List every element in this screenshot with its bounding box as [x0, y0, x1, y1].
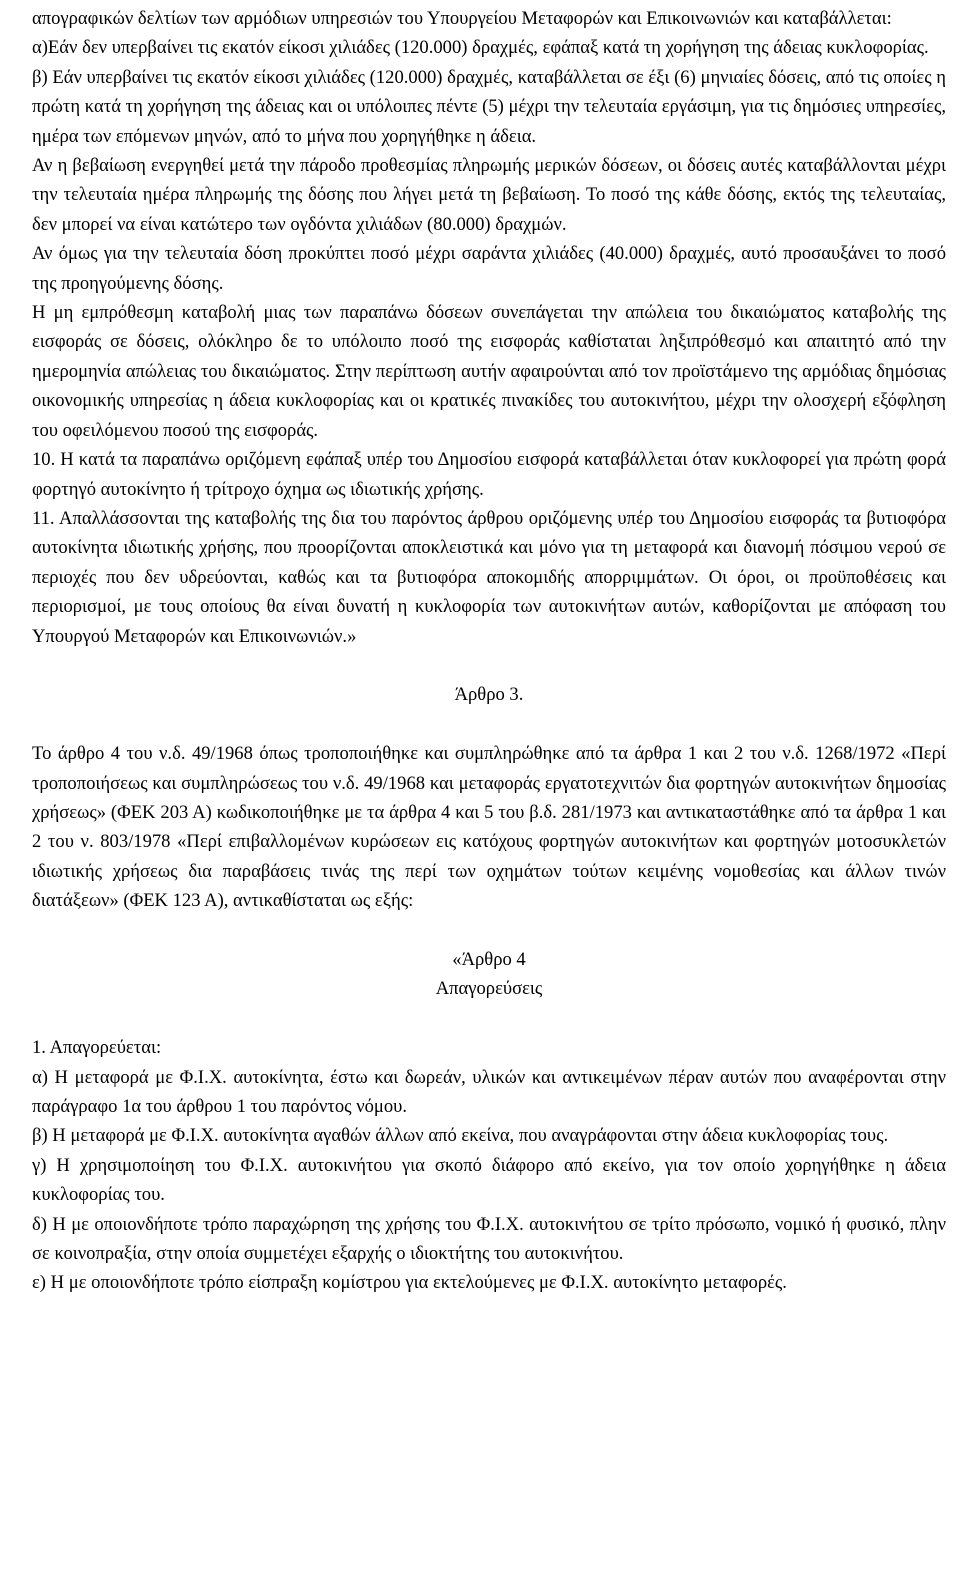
prohibited-intro: 1. Απαγορεύεται: [32, 1037, 162, 1059]
spacer [32, 710, 946, 739]
spacer [32, 1004, 946, 1033]
prohibited-item-c: γ) Η χρησιμοποίηση του Φ.Ι.Χ. αυτοκινήτου για σκοπό διάφορο από εκείνο, για τον οποίο χορηγήθηκε η άδεια κυκλοφορίας του. [32, 1154, 946, 1206]
last-installment-paragraph: Αν όμως για την τελευταία δόση προκύπτει ποσό μέχρι σαράντα χιλιάδες (40.000) δραχμές, αυτό προσαυξάνει το ποσό της προηγούμενης δόσης. [32, 243, 946, 294]
certification-paragraph: Αν η βεβαίωση ενεργηθεί μετά την πάροδο προθεσμίας πληρωμής μερικών δόσεων, οι δόσεις αυτές καταβάλλονται μέχρι την τελευταία ημέρα πληρωμής της δόσης που λήγει μετά τη βεβαίωση. Το ποσό της κάθε δόσης, εκτός της τελευταίας, δεν μπορεί να είναι κατώτερο των ογδόντα χιλιάδων (80.000) δραχμών. [32, 155, 946, 235]
article-3-body: Το άρθρο 4 του ν.δ. 49/1968 όπως τροποποιήθηκε και συμπληρώθηκε από τα άρθρα 1 και 2 του ν.δ. 1268/1972 «Περί τροποποιήσεως και συμπληρώσεως του ν.δ. 49/1968 και μεταφοράς εργατοτεχνιτών δια φορτηγών αυτοκινήτων δημοσίας χρήσεως» (ΦΕΚ 203 Α) κωδικοποιήθηκε με τα άρθρα 4 και 5 του β.δ. 281/1973 και αντικαταστάθηκε από τα άρθρα 1 και 2 του ν. 803/1978 «Περί επιβαλλομένων κυρώσεων εις κατόχους φορτηγών αυτοκινήτων και φορτηγών μοτοσυκλετών ιδιωτικής χρήσεως δια παραβάσεις τινάς της περί των οχημάτων τούτων κειμένης νομοθεσίας και άλλων τινών διατάξεων» (ΦΕΚ 123 Α), αντικαθίσταται ως εξής: [32, 743, 946, 912]
intro-paragraph: απογραφικών δελτίων των αρμόδιων υπηρεσιών του Υπουργείου Μεταφορών και Επικοινωνιών και καταβάλλεται: [32, 8, 892, 29]
paragraph-10: 10. Η κατά τα παραπάνω οριζόμενη εφάπαξ υπέρ του Δημοσίου εισφορά καταβάλλεται όταν κυκλοφορεί για πρώτη φορά φορτηγό αυτοκίνητο ή τρίτροχο όχημα ως ιδιωτικής χρήσης. [32, 449, 946, 500]
prohibited-item-a: α) Η μεταφορά με Φ.Ι.Χ. αυτοκίνητα, έστω και δωρεάν, υλικών και αντικειμένων πέραν αυτών που αναφέρονται στην παράγραφο 1α του άρθρου 1 του παρόντος νόμου. [32, 1066, 946, 1117]
spacer [32, 651, 946, 680]
article-3-heading: Άρθρο 3. [454, 684, 524, 706]
item-b-paragraph: β) Εάν υπερβαίνει τις εκατόν είκοσι χιλιάδες (120.000) δραχμές, καταβάλλεται σε έξι (6) μηνιαίες δόσεις, από τις οποίες η πρώτη κατά τη χορήγηση της άδειας και οι υπόλοιπες πέντε (5) μέχρι την τελευταία εργάσιμη, για τις δημόσιες υπηρεσίες, ημέρα των επόμενων μηνών, από το μήνα που χορηγήθηκε η άδεια. [32, 66, 946, 147]
prohibited-item-b: β) Η μεταφορά με Φ.Ι.Χ. αυτοκίνητα αγαθών άλλων από εκείνα, που αναγράφονται στην άδεια κυκλοφορίας τους. [32, 1125, 889, 1147]
article-4-subtitle: Απαγορεύσεις [435, 978, 543, 1000]
article-4-heading: «Άρθρο 4 [452, 948, 526, 970]
paragraph-11: 11. Απαλλάσσονται της καταβολής της δια του παρόντος άρθρου οριζόμενης υπέρ του Δημοσίου εισφοράς τα βυτιοφόρα αυτοκίνητα ιδιωτικής χρήσης, που προορίζονται αποκλειστικά και μόνο για τη μεταφορά και διανομή πόσιμου νερού σε περιοχές που δεν υδρεύονται, καθώς και τα βυτιοφόρα αποκομιδής απορριμμάτων. Οι όροι, οι προϋποθέσεις και περιορισμοί, με τους οποίους θα είναι δυνατή η κυκλοφορία των αυτοκινήτων αυτών, καθορίζονται με απόφαση του Υπουργού Μεταφορών και Επικοινωνιών.» [32, 507, 946, 647]
item-a-paragraph: α)Εάν δεν υπερβαίνει τις εκατόν είκοσι χιλιάδες (120.000) δραχμές, εφάπαξ κατά τη χορήγηση της άδειας κυκλοφορίας. [32, 37, 929, 59]
prohibited-item-e: ε) Η με οποιονδήποτε τρόπο είσπραξη κομίστρου για εκτελούμενες με Φ.Ι.Χ. αυτοκίνητο μεταφορές. [32, 1272, 787, 1294]
late-payment-paragraph: Η μη εμπρόθεσμη καταβολή μιας των παραπάνω δόσεων συνεπάγεται την απώλεια του δικαιώματος καταβολής της εισφοράς σε δόσεις, ολόκληρο δε το υπόλοιπο ποσό της εισφοράς καθίσταται ληξιπρόθεσμό και απαιτητό από την ημερομηνία απώλειας του δικαιώματος. Στην περίπτωση αυτήν αφαιρούνται από τον προϊστάμενο της αρμόδιας δημόσιας οικονομικής υπηρεσίας η άδεια κυκλοφορίας και οι κρατικές πινακίδες του αυτοκινήτου, μέχρι την ολοσχερή εξόφληση του οφειλόμενου ποσού της εισφοράς. [32, 302, 946, 441]
spacer [32, 916, 946, 945]
prohibited-item-d: δ) Η με οποιονδήποτε τρόπο παραχώρηση της χρήσης του Φ.Ι.Χ. αυτοκινήτου σε τρίτο πρόσωπο, νομικό ή φυσικό, πλην σε κοινοπραξία, στην οποία συμμετέχει εξαρχής ο ιδιοκτήτης του αυτοκινήτου. [32, 1213, 946, 1264]
